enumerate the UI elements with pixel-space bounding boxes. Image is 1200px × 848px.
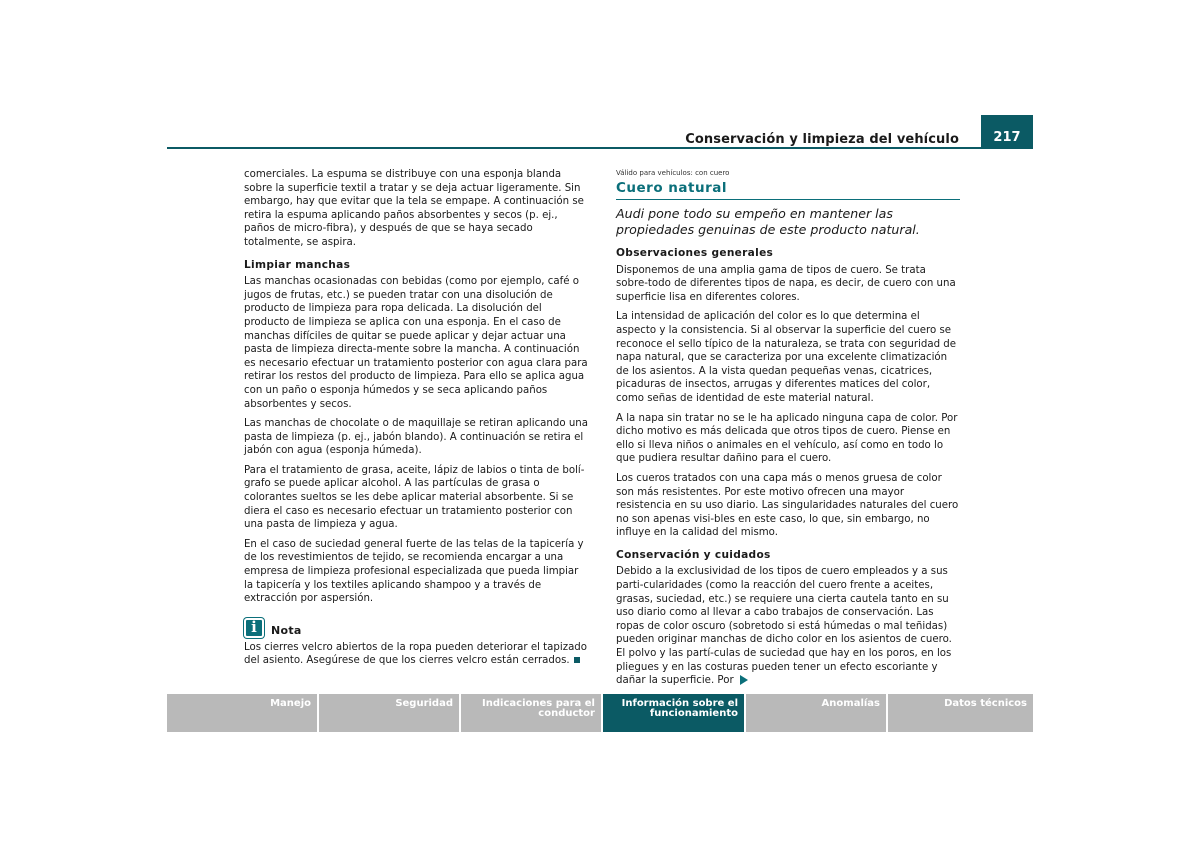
- paragraph: Los cueros tratados con una capa más o menos gruesa de color son más resistentes. Por este motivo ofrecen una mayor resistencia en su uso diario. Las singularidades naturales del cuero no son apenas visi-bles en este caso, lo que, sin embargo, no influye en la calidad del mismo.: [616, 472, 959, 539]
- page-header-title: Conservación y limpieza del vehículo: [685, 132, 959, 147]
- end-square-icon: [574, 657, 580, 663]
- section-title: Cuero natural: [616, 180, 727, 196]
- paragraph: A la napa sin tratar no se le ha aplicado ninguna capa de color. Por dicho motivo es más delicada que otros tipos de cuero. Piense en ello si lleva niños o animales en el vehículo, así como en todo lo que pudiera resultar dañino para el cuero.: [616, 412, 958, 465]
- tab-label: Indicaciones para el conductor: [482, 698, 595, 719]
- paragraph: Las manchas de chocolate o de maquillaje se retiran aplicando una pasta de limpieza (p. ej., jabón blando). A continuación se retira el jabón con agua (esponja húmeda).: [244, 418, 588, 457]
- paragraph-continued: [616, 565, 960, 687]
- page-number: 217: [993, 130, 1021, 145]
- subheading-conservacion: Conservación y cuidados: [616, 548, 771, 561]
- tab-label: Manejo: [270, 698, 311, 709]
- chapter-nav: [167, 694, 1033, 732]
- valid-for-label: Válido para vehículos: con cuero: [616, 169, 730, 177]
- left-column: [244, 168, 588, 674]
- tab-manejo[interactable]: [167, 694, 317, 732]
- right-column: [616, 168, 960, 694]
- subheading-observaciones: Observaciones generales: [616, 247, 774, 259]
- paragraph: En el caso de suciedad general fuerte de las telas de la tapicería y de los revestimientos de tejido, se recomienda encargar a una empresa de limpieza profesional especializada que pueda limpiar la tapicería y los textiles aplicando shampoo y a través de extracción por aspersión.: [244, 538, 584, 605]
- paragraph: Para el tratamiento de grasa, aceite, lápiz de labios o tinta de bolí-grafo se puede aplicar alcohol. A las partículas de grasa o colorantes sueltos se les debe aplicar material absorbente. Si se diera el caso es necesario efectuar un tratamiento posterior con una pasta de limpieza y agua.: [244, 464, 585, 531]
- tab-datos-tecnicos[interactable]: [888, 694, 1033, 732]
- tab-seguridad[interactable]: [319, 694, 459, 732]
- paragraph: La intensidad de aplicación del color es lo que determina el aspecto y la consistencia. Si al observar la superficie del cuero se reconoce el sello típico de la naturaleza, se trata con seguridad de napa natural, que se caracteriza por una excelente climatización de los asientos. A la vista quedan pequeñas venas, cicatrices, picaduras de insectos, arrugas y diferentes matices del color, como señas de identidad de este material natural.: [616, 311, 957, 404]
- section-intro: Audi pone todo su empeño en mantener las propiedades genuinas de este producto natural.: [616, 206, 920, 237]
- title-rule: [616, 199, 960, 200]
- note-text: Los cierres velcro abiertos de la ropa pueden deteriorar el tapizado del asiento. Asegúrese de que los cierres velcro están cerrados.: [244, 641, 588, 667]
- paragraph: Las manchas ocasionadas con bebidas (como por ejemplo, café o jugos de frutas, etc.) se pueden tratar con una disolución de producto de limpieza para ropa delicada. La disolución del producto de limpieza se aplica con una esponja. En el caso de manchas difíciles de quitar se puede aplicar y dejar actuar una pasta de limpieza directa-mente sobre la mancha. A continuación es necesario efectuar un tratamiento posterior con agua clara para retirar los restos del producto de limpieza. Para ello se aplica agua con un paño o esponja húmedos y se seca aplicando paños absorbentes y secos.: [244, 276, 588, 410]
- tab-label: Información sobre el funcionamiento: [621, 698, 738, 719]
- header-rule: [167, 147, 1033, 149]
- page-number-box: [981, 115, 1033, 149]
- subheading-limpiar-manchas: Limpiar manchas: [244, 258, 351, 271]
- paragraph-text: Debido a la exclusividad de los tipos de cuero empleados y a sus parti-cularidades (como la reacción del cuero frente a aceites, grasas, suciedad, etc.) se requiere una cierta cautela tanto en su uso diario como al llevar a cabo trabajos de conservación. Las ropas de color oscuro (sobretodo si está húmedas o mal teñidas) pueden originar manchas de dicho color en los asientos de cuero. El polvo y las partí-culas de suciedad que hay en los poros, en los pliegues y en las costuras pueden tener un efecto escoriante y dañar la superficie. Por: [616, 566, 952, 687]
- paragraph: comerciales. La espuma se distribuye con una esponja blanda sobre la superficie textil a tratar y se deja actuar ligeramente. Sin embargo, hay que evitar que la tela se empape. A continuación se retira la espuma aplicando paños absorbentes y secos (p. ej., paños de micro-fibra), y después de que se haya secado totalmente, se aspira.: [244, 169, 584, 248]
- tab-label: Anomalías: [821, 698, 880, 709]
- tab-anomalias[interactable]: [746, 694, 886, 732]
- paragraph: Disponemos de una amplia gama de tipos de cuero. Se trata sobre-todo de diferentes tipos de napa, es decir, de cuero con una superficie lisa en diferentes colores.: [616, 264, 956, 303]
- tab-label: Datos técnicos: [944, 698, 1027, 709]
- info-icon: i: [244, 618, 264, 638]
- tab-label: Seguridad: [395, 698, 453, 709]
- tab-indicaciones[interactable]: [461, 694, 601, 732]
- note-header: [244, 618, 588, 638]
- tab-informacion[interactable]: [603, 694, 744, 732]
- note-text-block: [244, 641, 588, 668]
- continue-arrow-icon: [740, 675, 748, 685]
- note-title: Nota: [271, 624, 302, 638]
